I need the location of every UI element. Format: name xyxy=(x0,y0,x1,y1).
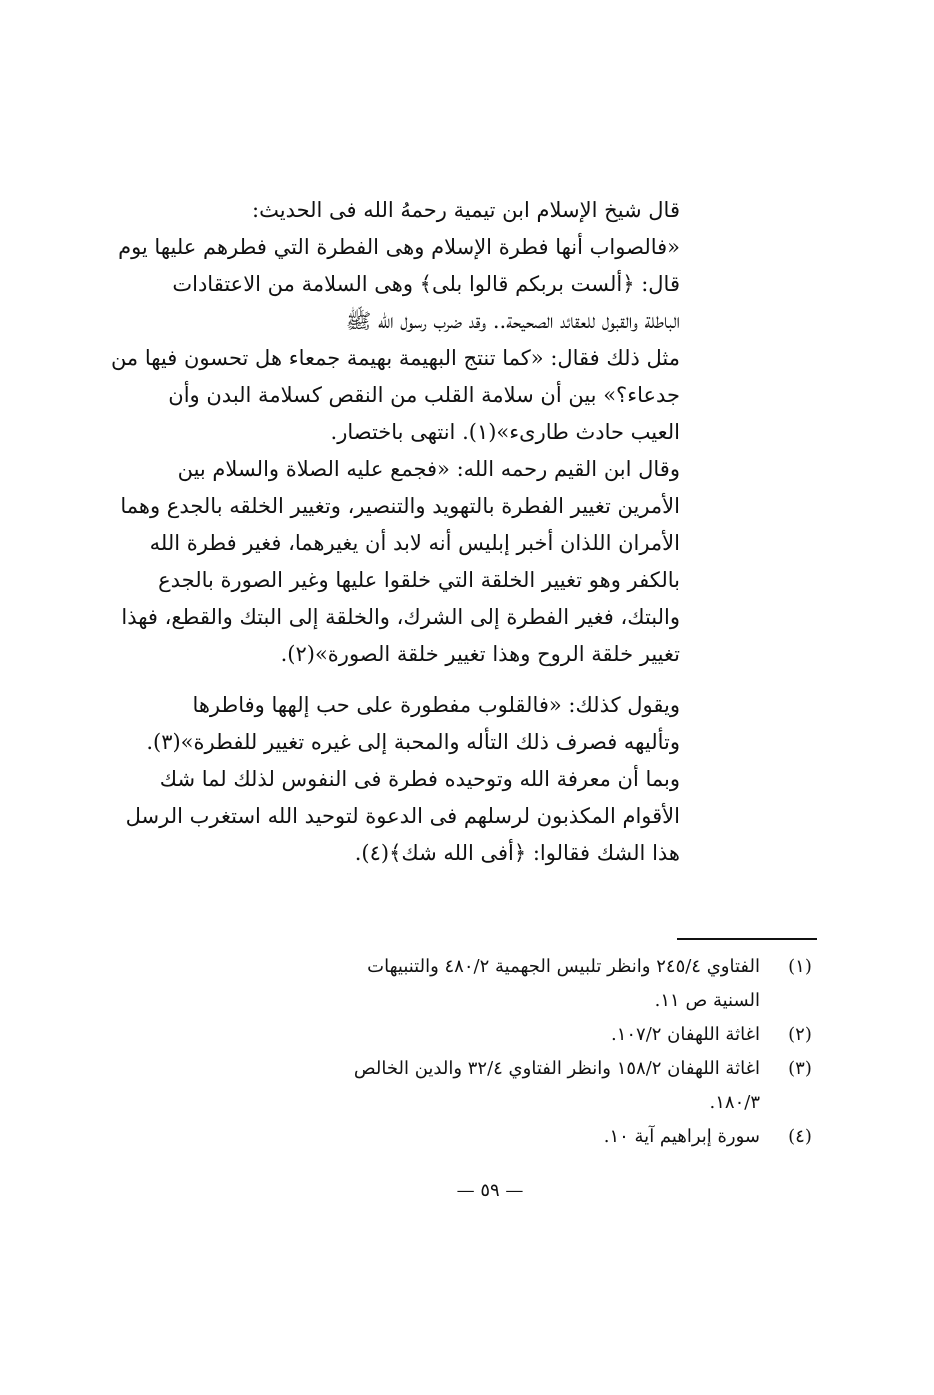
footnote-item xyxy=(160,1120,820,1154)
footnote-text: اغاثة اللهفان ١٥٨/٢ وانظر الفتاوي ٣٢/٤ والدين الخالص xyxy=(353,1058,760,1079)
body-text xyxy=(110,192,680,872)
text-line: قال: ﴿ألست بربكم قالوا بلى﴾ وهى السلامة من الاعتقادات xyxy=(172,272,680,296)
page-number: — ٥٩ — xyxy=(456,1180,524,1201)
text-line: هذا الشك فقالوا: ﴿أفى الله شك﴾(٤). xyxy=(354,841,680,865)
footnote-number: (١) xyxy=(788,956,812,977)
text-line: بالكفر وهو تغيير الخلقة التي خلقوا عليها وغير الصورة بالجدع xyxy=(158,568,680,592)
footnote-number: (٣) xyxy=(788,1058,812,1079)
footnote-item xyxy=(160,1052,820,1086)
text-line: «فالصواب أنها فطرة الإسلام وهى الفطرة التي فطرهم عليها يوم xyxy=(118,235,680,259)
paragraph-gap xyxy=(160,673,680,687)
text-line: جدعاء؟» بين أن سلامة القلب من النقص كسلامة البدن وأن xyxy=(168,383,680,407)
text-line: وتأليهه فصرف ذلك التأله والمحبة إلى غيره تغيير للفطرة»(٣). xyxy=(146,730,680,754)
text-line: وقال ابن القيم رحمه الله: «فجمع عليه الصلاة والسلام بين xyxy=(177,457,680,481)
footnote-text: السنية ص ١١. xyxy=(654,990,760,1011)
text-line: العيب حادث طارىء»(١). انتهى باختصار. xyxy=(330,420,680,444)
footnote-text: سورة إبراهيم آية ١٠. xyxy=(603,1126,760,1147)
text-line: الأقوام المكذبون لرسلهم فى الدعوة لتوحيد الله استغرب الرسل xyxy=(125,804,680,828)
footnote-item xyxy=(160,950,820,984)
text-line: ويقول كذلك: «فالقلوب مفطورة على حب إلهها وفاطرها xyxy=(192,693,680,717)
footnote-text: ١٨٠/٣. xyxy=(709,1092,760,1113)
footnote-text: الفتاوي ٢٤٥/٤ وانظر تلبيس الجهمية ٤٨٠/٢ والتنبيهات xyxy=(367,956,760,977)
footnote-item xyxy=(160,984,820,1018)
text-line: الباطلة والقبول للعقائد الصحيحة.. وقد ضرب رسول الله ﷺ xyxy=(345,309,680,333)
footnote-item xyxy=(160,1086,820,1120)
text-line: وبما أن معرفة الله وتوحيده فطرة فى النفوس لذلك لما شك xyxy=(159,767,680,791)
text-line: الأمرين تغيير الفطرة بالتهويد والتنصير، وتغيير الخلقه بالجدع وهما xyxy=(120,494,680,518)
footnotes xyxy=(160,950,820,1154)
text-line: الأمران اللذان أخبر إبليس أنه لابد أن يغيرهما، فغير فطرة الله xyxy=(149,531,680,555)
footnote-text: اغاثة اللهفان ١٠٧/٢. xyxy=(610,1024,760,1045)
footnote-number: (٢) xyxy=(788,1024,812,1045)
text-line: تغيير خلقة الروح وهذا تغيير خلقة الصورة»(٢). xyxy=(280,642,680,666)
footnote-separator xyxy=(677,938,817,940)
footnote-number: (٤) xyxy=(788,1126,812,1147)
text-line: والبتك، فغير الفطرة إلى الشرك، والخلقة إلى البتك والقطع، فهذا xyxy=(121,605,680,629)
text-line: مثل ذلك فقال: «كما تنتج البهيمة بهيمة جمعاء هل تحسون فيها من xyxy=(110,346,680,370)
footnote-item xyxy=(160,1018,820,1052)
text-line: قال شيخ الإسلام ابن تيمية رحمهُ الله فى الحديث: xyxy=(252,198,680,222)
